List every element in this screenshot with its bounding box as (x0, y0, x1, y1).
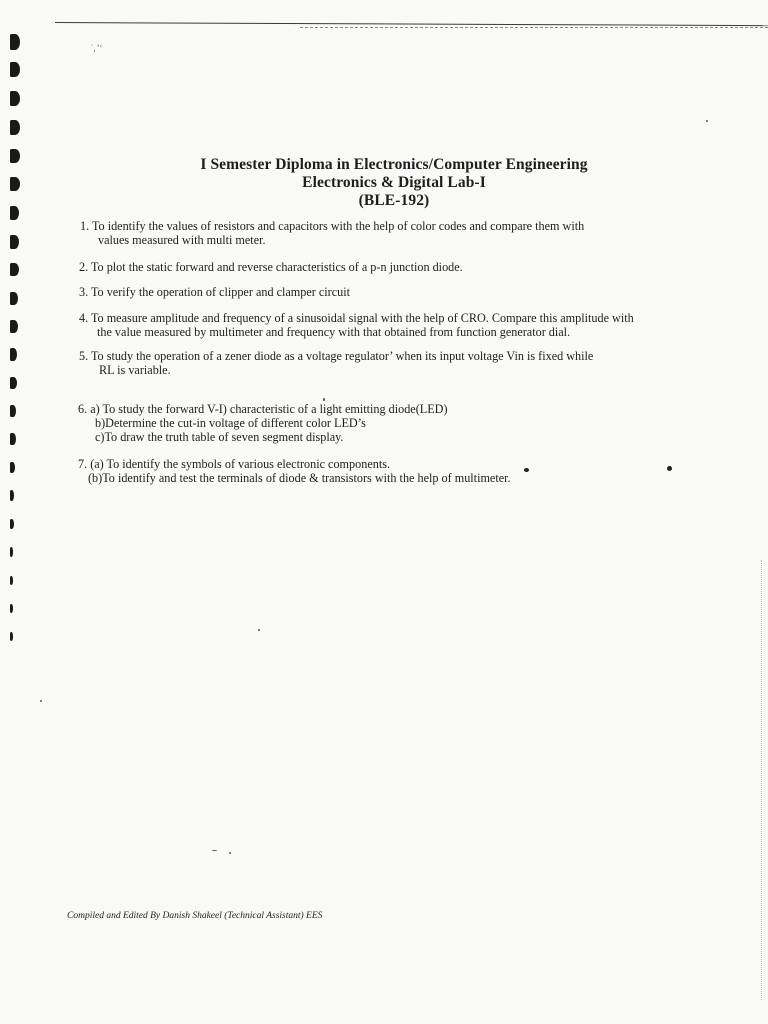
experiment-line: (b)To identify and test the terminals of diode & transistors with the help of multimeter. (88, 471, 511, 485)
ink-speck (229, 852, 231, 854)
course-title: I Semester Diploma in Electronics/Computer Engineering (200, 156, 588, 173)
experiment-item (78, 402, 448, 444)
experiment-line: 1. To identify the values of resistors and capacitors with the help of color codes and compare them with (80, 219, 585, 233)
lab-title: Electronics & Digital Lab-I (302, 174, 486, 191)
ink-speck (323, 398, 325, 401)
ink-speck (258, 629, 260, 631)
experiment-item (80, 219, 584, 247)
experiment-item (79, 285, 350, 299)
experiment-line: 2. To plot the static forward and reverse characteristics of a p-n junction diode. (79, 260, 463, 274)
experiment-item (79, 349, 593, 377)
experiment-line: 6. a) To study the forward V-I) characteristic of a light emitting diode(LED) (78, 402, 448, 416)
page-edge-shadow (761, 560, 766, 1000)
experiment-line: 3. To verify the operation of clipper and clamper circuit (79, 285, 351, 299)
experiment-line: 4. To measure amplitude and frequency of a sinusoidal signal with the help of CRO. Compare this amplitude with (79, 311, 634, 325)
experiment-line: values measured with multi meter. (98, 233, 266, 247)
experiment-item (78, 457, 511, 485)
footer-credit: Compiled and Edited By Danish Shakeel (Technical Assistant) EES (67, 911, 323, 921)
ink-speck (524, 468, 529, 472)
experiment-line: b)Determine the cut-in voltage of different color LED’s (95, 416, 366, 430)
ink-speck (40, 700, 42, 702)
experiment-line: 5. To study the operation of a zener diode as a voltage regulator’ when its input voltage Vin is fixed while (79, 349, 594, 363)
ink-speck (667, 466, 672, 471)
ink-speck (706, 120, 708, 122)
course-code: (BLE-192) (358, 192, 430, 209)
experiment-item (79, 311, 634, 339)
ink-speck (212, 850, 217, 851)
experiment-line: c)To draw the truth table of seven segment display. (95, 430, 344, 444)
experiment-line: 7. (a) To identify the symbols of various electronic components. (78, 457, 391, 471)
experiment-line: the value measured by multimeter and frequency with that obtained from function generator dial. (97, 325, 571, 339)
experiment-line: RL is variable. (99, 363, 171, 377)
margin-scribble: ˙‚’‘ (90, 43, 102, 53)
experiment-item (79, 260, 463, 274)
